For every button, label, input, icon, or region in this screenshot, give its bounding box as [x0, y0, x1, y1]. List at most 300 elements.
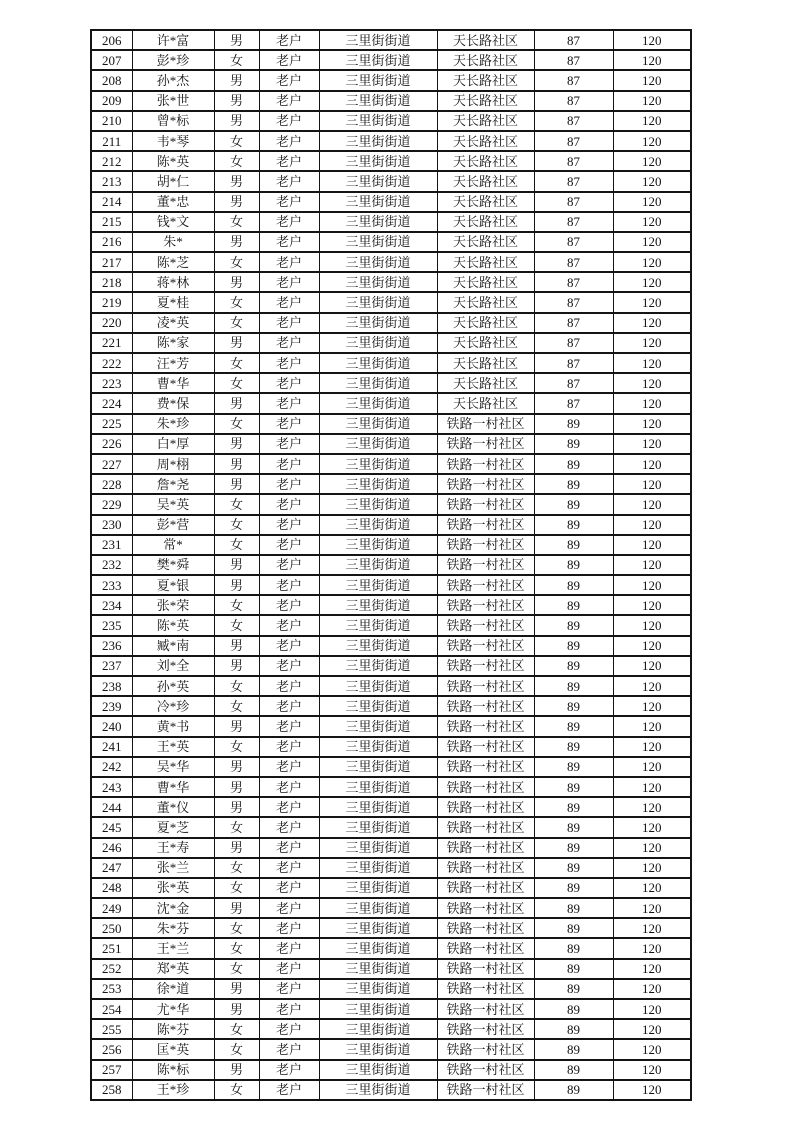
- cell-gender: 男: [214, 91, 259, 111]
- cell-gender: 男: [214, 797, 259, 817]
- cell-score: 87: [534, 252, 613, 272]
- cell-street: 三里街街道: [319, 232, 437, 252]
- cell-household-type: 老户: [259, 1019, 319, 1039]
- cell-name: 陈*家: [132, 333, 214, 353]
- cell-row-number: 242: [91, 757, 132, 777]
- table-row: [91, 555, 691, 575]
- cell-name: 詹*尧: [132, 474, 214, 494]
- table-row: [91, 494, 691, 514]
- cell-amount: 120: [613, 1019, 691, 1039]
- cell-score: 89: [534, 575, 613, 595]
- cell-amount: 120: [613, 757, 691, 777]
- cell-street: 三里街街道: [319, 1019, 437, 1039]
- cell-row-number: 247: [91, 858, 132, 878]
- table-row: [91, 838, 691, 858]
- cell-row-number: 235: [91, 615, 132, 635]
- cell-community: 天长路社区: [437, 192, 534, 212]
- table-row: [91, 131, 691, 151]
- cell-row-number: 217: [91, 252, 132, 272]
- cell-row-number: 207: [91, 50, 132, 70]
- cell-household-type: 老户: [259, 716, 319, 736]
- cell-score: 89: [534, 595, 613, 615]
- cell-gender: 男: [214, 656, 259, 676]
- cell-street: 三里街街道: [319, 515, 437, 535]
- table-row: [91, 91, 691, 111]
- cell-household-type: 老户: [259, 737, 319, 757]
- cell-community: 铁路一村社区: [437, 1039, 534, 1059]
- cell-gender: 男: [214, 636, 259, 656]
- cell-household-type: 老户: [259, 50, 319, 70]
- cell-household-type: 老户: [259, 393, 319, 413]
- cell-score: 87: [534, 292, 613, 312]
- cell-name: 陈*芝: [132, 252, 214, 272]
- cell-amount: 120: [613, 838, 691, 858]
- cell-gender: 女: [214, 292, 259, 312]
- cell-street: 三里街街道: [319, 192, 437, 212]
- cell-score: 87: [534, 50, 613, 70]
- cell-gender: 男: [214, 393, 259, 413]
- cell-score: 89: [534, 918, 613, 938]
- table-row: [91, 171, 691, 191]
- cell-community: 铁路一村社区: [437, 555, 534, 575]
- cell-gender: 女: [214, 817, 259, 837]
- cell-street: 三里街街道: [319, 414, 437, 434]
- table-row: [91, 615, 691, 635]
- cell-household-type: 老户: [259, 817, 319, 837]
- table-row: [91, 959, 691, 979]
- cell-amount: 120: [613, 817, 691, 837]
- cell-street: 三里街街道: [319, 151, 437, 171]
- cell-name: 白*厚: [132, 434, 214, 454]
- cell-score: 87: [534, 70, 613, 90]
- table-row: [91, 979, 691, 999]
- cell-community: 铁路一村社区: [437, 676, 534, 696]
- cell-name: 彭*营: [132, 515, 214, 535]
- cell-name: 孙*英: [132, 676, 214, 696]
- table-row: [91, 353, 691, 373]
- table-row: [91, 292, 691, 312]
- cell-amount: 120: [613, 50, 691, 70]
- cell-gender: 女: [214, 151, 259, 171]
- cell-gender: 女: [214, 696, 259, 716]
- cell-score: 89: [534, 838, 613, 858]
- cell-row-number: 213: [91, 171, 132, 191]
- table-row: [91, 999, 691, 1019]
- cell-amount: 120: [613, 878, 691, 898]
- cell-row-number: 251: [91, 938, 132, 958]
- cell-amount: 120: [613, 1080, 691, 1100]
- cell-street: 三里街街道: [319, 878, 437, 898]
- table-row: [91, 111, 691, 131]
- cell-community: 铁路一村社区: [437, 1019, 534, 1039]
- cell-gender: 男: [214, 575, 259, 595]
- cell-household-type: 老户: [259, 575, 319, 595]
- cell-score: 87: [534, 353, 613, 373]
- cell-amount: 120: [613, 494, 691, 514]
- cell-gender: 男: [214, 999, 259, 1019]
- cell-amount: 120: [613, 434, 691, 454]
- cell-community: 铁路一村社区: [437, 757, 534, 777]
- cell-gender: 男: [214, 979, 259, 999]
- cell-amount: 120: [613, 111, 691, 131]
- cell-household-type: 老户: [259, 272, 319, 292]
- cell-household-type: 老户: [259, 938, 319, 958]
- cell-score: 89: [534, 1039, 613, 1059]
- cell-row-number: 228: [91, 474, 132, 494]
- cell-row-number: 234: [91, 595, 132, 615]
- cell-score: 89: [534, 777, 613, 797]
- cell-community: 天长路社区: [437, 91, 534, 111]
- cell-row-number: 222: [91, 353, 132, 373]
- cell-street: 三里街街道: [319, 131, 437, 151]
- cell-community: 铁路一村社区: [437, 858, 534, 878]
- cell-name: 尤*华: [132, 999, 214, 1019]
- cell-name: 张*英: [132, 878, 214, 898]
- cell-gender: 男: [214, 171, 259, 191]
- cell-amount: 120: [613, 252, 691, 272]
- table-row: [91, 716, 691, 736]
- cell-household-type: 老户: [259, 797, 319, 817]
- cell-community: 铁路一村社区: [437, 1060, 534, 1080]
- cell-street: 三里街街道: [319, 91, 437, 111]
- cell-amount: 120: [613, 999, 691, 1019]
- table-row: [91, 454, 691, 474]
- cell-amount: 120: [613, 313, 691, 333]
- cell-community: 铁路一村社区: [437, 737, 534, 757]
- cell-street: 三里街街道: [319, 70, 437, 90]
- cell-amount: 120: [613, 898, 691, 918]
- cell-row-number: 219: [91, 292, 132, 312]
- table-row: [91, 414, 691, 434]
- cell-community: 铁路一村社区: [437, 515, 534, 535]
- cell-score: 87: [534, 111, 613, 131]
- cell-community: 天长路社区: [437, 353, 534, 373]
- cell-community: 天长路社区: [437, 171, 534, 191]
- cell-score: 89: [534, 959, 613, 979]
- cell-name: 徐*道: [132, 979, 214, 999]
- cell-household-type: 老户: [259, 111, 319, 131]
- cell-amount: 120: [613, 676, 691, 696]
- cell-score: 89: [534, 535, 613, 555]
- table-row: [91, 70, 691, 90]
- table-row: [91, 272, 691, 292]
- cell-household-type: 老户: [259, 232, 319, 252]
- cell-community: 铁路一村社区: [437, 716, 534, 736]
- cell-household-type: 老户: [259, 474, 319, 494]
- cell-row-number: 231: [91, 535, 132, 555]
- cell-community: 铁路一村社区: [437, 595, 534, 615]
- cell-gender: 女: [214, 535, 259, 555]
- cell-community: 天长路社区: [437, 272, 534, 292]
- cell-score: 89: [534, 1060, 613, 1080]
- cell-street: 三里街街道: [319, 615, 437, 635]
- cell-gender: 女: [214, 676, 259, 696]
- table-row: [91, 50, 691, 70]
- cell-name: 陈*芬: [132, 1019, 214, 1039]
- cell-gender: 女: [214, 595, 259, 615]
- cell-name: 夏*银: [132, 575, 214, 595]
- cell-household-type: 老户: [259, 333, 319, 353]
- table-row: [91, 30, 691, 50]
- cell-score: 87: [534, 393, 613, 413]
- cell-score: 89: [534, 757, 613, 777]
- table-row: [91, 938, 691, 958]
- cell-score: 89: [534, 696, 613, 716]
- cell-score: 87: [534, 272, 613, 292]
- cell-name: 刘*全: [132, 656, 214, 676]
- cell-household-type: 老户: [259, 171, 319, 191]
- cell-community: 铁路一村社区: [437, 959, 534, 979]
- cell-household-type: 老户: [259, 535, 319, 555]
- cell-row-number: 239: [91, 696, 132, 716]
- cell-score: 89: [534, 494, 613, 514]
- cell-amount: 120: [613, 1060, 691, 1080]
- cell-community: 天长路社区: [437, 292, 534, 312]
- cell-row-number: 227: [91, 454, 132, 474]
- table-row: [91, 575, 691, 595]
- cell-row-number: 253: [91, 979, 132, 999]
- table-row: [91, 313, 691, 333]
- cell-amount: 120: [613, 171, 691, 191]
- cell-name: 孙*杰: [132, 70, 214, 90]
- cell-community: 铁路一村社区: [437, 918, 534, 938]
- cell-gender: 女: [214, 1039, 259, 1059]
- cell-street: 三里街街道: [319, 50, 437, 70]
- cell-community: 铁路一村社区: [437, 817, 534, 837]
- cell-name: 郑*英: [132, 959, 214, 979]
- cell-amount: 120: [613, 797, 691, 817]
- cell-street: 三里街街道: [319, 393, 437, 413]
- cell-name: 夏*桂: [132, 292, 214, 312]
- cell-gender: 男: [214, 757, 259, 777]
- cell-name: 张*荣: [132, 595, 214, 615]
- cell-row-number: 229: [91, 494, 132, 514]
- cell-name: 樊*舜: [132, 555, 214, 575]
- cell-row-number: 214: [91, 192, 132, 212]
- cell-household-type: 老户: [259, 999, 319, 1019]
- cell-row-number: 250: [91, 918, 132, 938]
- cell-row-number: 230: [91, 515, 132, 535]
- cell-gender: 男: [214, 434, 259, 454]
- table-row: [91, 737, 691, 757]
- cell-row-number: 209: [91, 91, 132, 111]
- cell-community: 铁路一村社区: [437, 1080, 534, 1100]
- cell-household-type: 老户: [259, 494, 319, 514]
- cell-street: 三里街街道: [319, 696, 437, 716]
- cell-gender: 女: [214, 1080, 259, 1100]
- cell-amount: 120: [613, 636, 691, 656]
- cell-street: 三里街街道: [319, 757, 437, 777]
- cell-gender: 女: [214, 414, 259, 434]
- cell-street: 三里街街道: [319, 353, 437, 373]
- cell-name: 常*: [132, 535, 214, 555]
- cell-community: 铁路一村社区: [437, 898, 534, 918]
- cell-score: 89: [534, 878, 613, 898]
- cell-score: 89: [534, 737, 613, 757]
- cell-amount: 120: [613, 858, 691, 878]
- cell-score: 87: [534, 333, 613, 353]
- cell-amount: 120: [613, 615, 691, 635]
- cell-gender: 女: [214, 858, 259, 878]
- cell-street: 三里街街道: [319, 474, 437, 494]
- cell-community: 天长路社区: [437, 30, 534, 50]
- cell-name: 陈*标: [132, 1060, 214, 1080]
- cell-row-number: 244: [91, 797, 132, 817]
- cell-row-number: 206: [91, 30, 132, 50]
- cell-community: 铁路一村社区: [437, 696, 534, 716]
- cell-name: 陈*英: [132, 151, 214, 171]
- cell-gender: 男: [214, 838, 259, 858]
- cell-community: 天长路社区: [437, 393, 534, 413]
- cell-household-type: 老户: [259, 636, 319, 656]
- cell-community: 铁路一村社区: [437, 575, 534, 595]
- table-row: [91, 1060, 691, 1080]
- cell-household-type: 老户: [259, 615, 319, 635]
- cell-household-type: 老户: [259, 454, 319, 474]
- cell-street: 三里街街道: [319, 797, 437, 817]
- cell-community: 铁路一村社区: [437, 878, 534, 898]
- cell-score: 89: [534, 434, 613, 454]
- cell-score: 89: [534, 515, 613, 535]
- cell-household-type: 老户: [259, 192, 319, 212]
- cell-amount: 120: [613, 595, 691, 615]
- cell-score: 89: [534, 676, 613, 696]
- cell-gender: 女: [214, 494, 259, 514]
- table-row: [91, 777, 691, 797]
- table-row: [91, 656, 691, 676]
- cell-street: 三里街街道: [319, 938, 437, 958]
- cell-street: 三里街街道: [319, 737, 437, 757]
- cell-score: 89: [534, 817, 613, 837]
- cell-amount: 120: [613, 192, 691, 212]
- cell-household-type: 老户: [259, 515, 319, 535]
- cell-gender: 男: [214, 111, 259, 131]
- cell-name: 王*珍: [132, 1080, 214, 1100]
- cell-name: 臧*南: [132, 636, 214, 656]
- cell-name: 胡*仁: [132, 171, 214, 191]
- cell-street: 三里街街道: [319, 373, 437, 393]
- cell-name: 陈*英: [132, 615, 214, 635]
- cell-community: 铁路一村社区: [437, 979, 534, 999]
- cell-household-type: 老户: [259, 878, 319, 898]
- cell-household-type: 老户: [259, 918, 319, 938]
- cell-name: 张*兰: [132, 858, 214, 878]
- cell-name: 蒋*林: [132, 272, 214, 292]
- cell-gender: 女: [214, 252, 259, 272]
- cell-community: 铁路一村社区: [437, 615, 534, 635]
- cell-row-number: 210: [91, 111, 132, 131]
- cell-gender: 女: [214, 353, 259, 373]
- cell-household-type: 老户: [259, 1080, 319, 1100]
- table-row: [91, 232, 691, 252]
- cell-amount: 120: [613, 777, 691, 797]
- cell-score: 89: [534, 797, 613, 817]
- cell-row-number: 236: [91, 636, 132, 656]
- cell-name: 曾*标: [132, 111, 214, 131]
- cell-amount: 120: [613, 30, 691, 50]
- cell-community: 天长路社区: [437, 252, 534, 272]
- cell-street: 三里街街道: [319, 959, 437, 979]
- cell-name: 王*英: [132, 737, 214, 757]
- cell-score: 89: [534, 474, 613, 494]
- cell-street: 三里街街道: [319, 595, 437, 615]
- cell-household-type: 老户: [259, 373, 319, 393]
- cell-street: 三里街街道: [319, 494, 437, 514]
- cell-street: 三里街街道: [319, 858, 437, 878]
- cell-name: 朱*: [132, 232, 214, 252]
- table-row: [91, 515, 691, 535]
- cell-street: 三里街街道: [319, 999, 437, 1019]
- cell-amount: 120: [613, 1039, 691, 1059]
- cell-street: 三里街街道: [319, 212, 437, 232]
- cell-community: 铁路一村社区: [437, 797, 534, 817]
- cell-gender: 女: [214, 1019, 259, 1039]
- cell-name: 凌*英: [132, 313, 214, 333]
- cell-street: 三里街街道: [319, 1060, 437, 1080]
- cell-amount: 120: [613, 555, 691, 575]
- cell-street: 三里街街道: [319, 111, 437, 131]
- cell-community: 铁路一村社区: [437, 636, 534, 656]
- table-row: [91, 878, 691, 898]
- cell-amount: 120: [613, 333, 691, 353]
- cell-street: 三里街街道: [319, 292, 437, 312]
- cell-row-number: 233: [91, 575, 132, 595]
- cell-name: 吴*华: [132, 757, 214, 777]
- table-row: [91, 151, 691, 171]
- cell-community: 铁路一村社区: [437, 474, 534, 494]
- table-row: [91, 918, 691, 938]
- cell-amount: 120: [613, 70, 691, 90]
- table-row: [91, 898, 691, 918]
- cell-amount: 120: [613, 454, 691, 474]
- cell-household-type: 老户: [259, 212, 319, 232]
- cell-gender: 女: [214, 615, 259, 635]
- cell-household-type: 老户: [259, 414, 319, 434]
- cell-row-number: 223: [91, 373, 132, 393]
- table-row: [91, 393, 691, 413]
- cell-row-number: 232: [91, 555, 132, 575]
- cell-row-number: 243: [91, 777, 132, 797]
- cell-gender: 男: [214, 555, 259, 575]
- cell-street: 三里街街道: [319, 898, 437, 918]
- cell-name: 曹*华: [132, 373, 214, 393]
- cell-score: 89: [534, 414, 613, 434]
- cell-amount: 120: [613, 373, 691, 393]
- cell-row-number: 245: [91, 817, 132, 837]
- cell-household-type: 老户: [259, 979, 319, 999]
- cell-amount: 120: [613, 393, 691, 413]
- cell-community: 天长路社区: [437, 333, 534, 353]
- cell-household-type: 老户: [259, 959, 319, 979]
- cell-row-number: 241: [91, 737, 132, 757]
- cell-score: 89: [534, 1080, 613, 1100]
- cell-community: 天长路社区: [437, 70, 534, 90]
- cell-household-type: 老户: [259, 696, 319, 716]
- cell-score: 87: [534, 212, 613, 232]
- cell-row-number: 256: [91, 1039, 132, 1059]
- cell-community: 天长路社区: [437, 373, 534, 393]
- cell-gender: 女: [214, 313, 259, 333]
- cell-community: 铁路一村社区: [437, 434, 534, 454]
- cell-row-number: 208: [91, 70, 132, 90]
- table-row: [91, 1019, 691, 1039]
- cell-community: 天长路社区: [437, 212, 534, 232]
- cell-household-type: 老户: [259, 555, 319, 575]
- cell-street: 三里街街道: [319, 979, 437, 999]
- cell-community: 天长路社区: [437, 313, 534, 333]
- cell-gender: 男: [214, 474, 259, 494]
- cell-household-type: 老户: [259, 252, 319, 272]
